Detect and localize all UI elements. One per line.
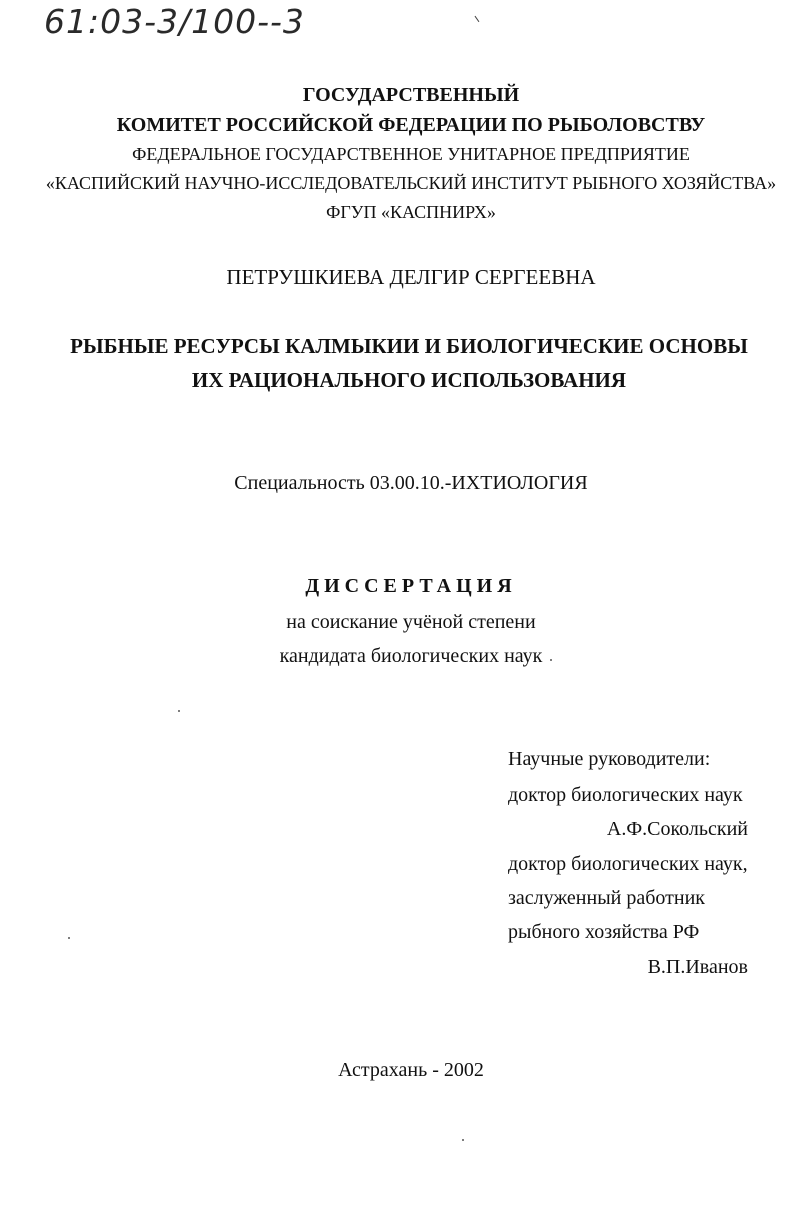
specialty: Специальность 03.00.10.-ИХТИОЛОГИЯ [234, 472, 588, 494]
supervisor-1-degree: доктор биологических наук [508, 784, 743, 806]
dissertation-heading: ДИССЕРТАЦИЯ [305, 575, 517, 597]
degree-line-1: на соискание учёной степени [286, 611, 536, 633]
supervisor-1-name: А.Ф.Сокольский [606, 818, 748, 840]
org-line-5: ФГУП «КАСПНИРХ» [326, 202, 496, 222]
pen-mark [475, 13, 484, 22]
scan-speck [178, 710, 180, 712]
thesis-title-line-1: РЫБНЫЕ РЕСУРСЫ КАЛМЫКИИ И БИОЛОГИЧЕСКИЕ ОСНОВЫ [70, 334, 748, 358]
scan-speck [462, 1139, 464, 1141]
org-line-1: ГОСУДАРСТВЕННЫЙ [302, 84, 520, 106]
author-name: ПЕТРУШКИЕВА ДЕЛГИР СЕРГЕЕВНА [226, 265, 596, 289]
supervisor-2-title-2: рыбного хозяйства РФ [508, 921, 700, 943]
supervisor-2-title-1: заслуженный работник [508, 887, 706, 909]
supervisor-2-name: В.П.Иванов [647, 956, 748, 978]
scan-speck [68, 937, 70, 939]
supervisors-heading: Научные руководители: [508, 748, 711, 770]
thesis-title-line-2: ИХ РАЦИОНАЛЬНОГО ИСПОЛЬЗОВАНИЯ [191, 368, 627, 392]
org-line-2: КОМИТЕТ РОССИЙСКОЙ ФЕДЕРАЦИИ ПО РЫБОЛОВСТВУ [116, 114, 706, 136]
city-year: Астрахань - 2002 [338, 1059, 484, 1081]
degree-line-2: кандидата биологических наук [279, 645, 543, 667]
handwritten-catalog-number: 61:03-3/100--3 [44, 2, 305, 41]
org-line-4: «КАСПИЙСКИЙ НАУЧНО-ИССЛЕДОВАТЕЛЬСКИЙ ИНСТИТУТ РЫБНОГО ХОЗЯЙСТВА» [45, 173, 777, 193]
scan-speck [550, 659, 552, 661]
org-line-3: ФЕДЕРАЛЬНОЕ ГОСУДАРСТВЕННОЕ УНИТАРНОЕ ПРЕДПРИЯТИЕ [132, 144, 690, 164]
supervisor-2-degree: доктор биологических наук, [508, 853, 748, 875]
